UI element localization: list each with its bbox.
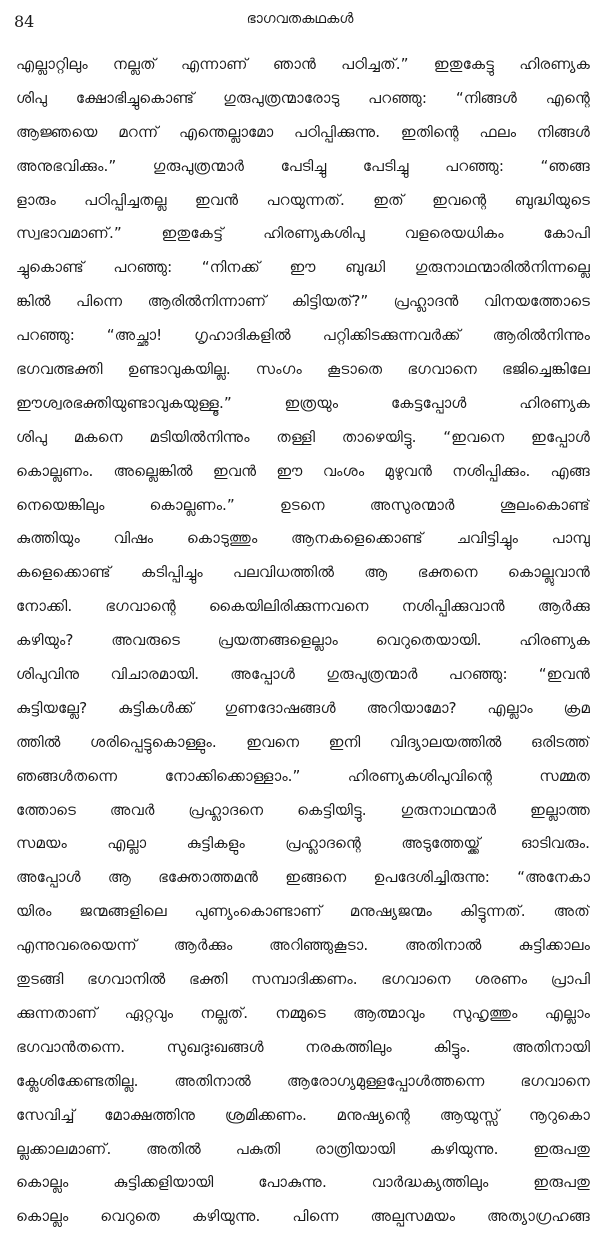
text-line: ആജ്ഞയെ മറന്ന് എന്തെല്ലാമോ പഠിപ്പിക്കുന്നു. ഇതിന്റെ ഫലം നിങ്ങൾ — [16, 122, 590, 141]
text-line: നെയെങ്കിലും കൊല്ലണം.” ഉടനെ അസുരന്മാർ ശൂലംകൊണ്ട് — [16, 495, 590, 514]
text-line: നോക്കി. ഭഗവാന്റെ കൈയിലിരിക്കുന്നവനെ നശിപ്പിക്കുവാൻ ആർക്കു — [16, 597, 590, 616]
running-title: ഭാഗവതകഥകൾ — [246, 11, 354, 27]
text-line: ളാരും പഠിപ്പിച്ചതല്ല ഇവൻ പറയുന്നത്. ഇത് ഇവന്റെ ബുദ്ധിയുടെ — [16, 190, 590, 209]
text-line: ഭഗവത്ഭക്തി ഉണ്ടാവുകയില്ല. സംഗം കൂടാതെ ഭഗവാനെ ഭജിച്ചെങ്കിലേ — [16, 360, 590, 379]
body-text — [16, 48, 590, 1234]
text-line: കുട്ടിയല്ലേ? കുട്ടികൾക്ക് ഗുണദോഷങ്ങൾ അറിയാമോ? എല്ലാം ക്രമ — [16, 698, 590, 717]
text-line: സേവിച്ച് മോക്ഷത്തിനു ശ്രമിക്കണം. മനുഷ്യന്റെ ആയുസ്സ് നൂറുകൊ — [16, 1105, 590, 1124]
text-line: കഴിയും? അവരുടെ പ്രയത്നങ്ങളെല്ലാം വെറുതെയായി. ഹിരണ്യക — [16, 631, 590, 650]
page-header — [14, 6, 586, 36]
text-line: പറഞ്ഞു: “അച്ഛാ! ഗൃഹാദികളിൽ പറ്റിക്കിടക്കുന്നവർക്ക് ആരിൽനിന്നും — [16, 326, 590, 345]
text-line: ശിപു ക്ഷോഭിച്ചുകൊണ്ട് ഗുരുപുത്രന്മാരോടു പറഞ്ഞു: “നിങ്ങൾ എന്റെ — [16, 88, 590, 107]
text-line: ശിപുവിനു വിചാരമായി. അപ്പോൾ ഗുരുപുത്രന്മാർ പറഞ്ഞു: “ഇവൻ — [16, 665, 590, 684]
text-line: യിരം ജന്മങ്ങളിലെ പുണ്യംകൊണ്ടാണ് മനുഷ്യജന്മം കിട്ടുന്നത്. അത് — [16, 902, 590, 921]
text-line: കൊല്ലണം. അല്ലെങ്കിൽ ഇവൻ ഈ വംശം മുഴുവൻ നശിപ്പിക്കും. എങ്ങ — [16, 461, 590, 480]
text-line: സമയം എല്ലാ കുട്ടികളും പ്രഹ്ലാദന്റെ അടുത്തേയ്ക്ക് ഓടിവരും. — [16, 834, 590, 853]
text-line: ക്ലേശിക്കേണ്ടതില്ല. അതിനാൽ ആരോഗ്യമുള്ളപ്പോൾത്തന്നെ ഭഗവാനെ — [16, 1071, 590, 1090]
text-line: ച്ചുകൊണ്ട് പറഞ്ഞു: “നിനക്ക് ഈ ബുദ്ധി ഗുരുനാഥന്മാരിൽനിന്നല്ലെ — [16, 258, 590, 277]
text-line: തുടങ്ങി ഭഗവാനിൽ ഭക്തി സമ്പാദിക്കണം. ഭഗവാനെ ശരണം പ്രാപി — [16, 970, 590, 989]
text-line: ത്തോടെ അവർ പ്രഹ്ലാദനെ കെട്ടിയിട്ടു. ഗുരുനാഥന്മാർ ഇല്ലാത്ത — [16, 800, 590, 819]
text-line: എല്ലാറ്റിലും നല്ലത് എന്നാണ് ഞാൻ പഠിച്ചത്.” ഇതുകേട്ടു ഹിരണ്യക — [16, 55, 590, 73]
text-line: കളെക്കൊണ്ട് കടിപ്പിച്ചും പലവിധത്തിൽ ആ ഭക്തനെ കൊല്ലുവാൻ — [16, 563, 590, 582]
text-line: ങ്കിൽ പിന്നെ ആരിൽനിന്നാണ് കിട്ടിയത്?” പ്രഹ്ലാദൻ വിനയത്തോടെ — [16, 292, 590, 311]
text-line: ശിപു മകനെ മടിയിൽനിന്നും തള്ളി താഴെയിട്ടു. “ഇവനെ ഇപ്പോൾ — [16, 427, 590, 446]
text-line: കുത്തിയും വിഷം കൊടുത്തും ആനകളെക്കൊണ്ട് ചവിട്ടിച്ചും പാമ്പു — [16, 529, 590, 548]
text-line: കൊല്ലം വെറുതെ കഴിയുന്നു. പിന്നെ അല്പസമയം അത്യാഗ്രഹങ്ങ — [16, 1207, 590, 1226]
text-line: ല്ലക്കാലമാണ്. അതിൽ പകുതി രാത്രിയായി കഴിയുന്നു. ഇരുപതു — [16, 1139, 590, 1158]
text-line: എന്നുവരെയെന്ന് ആർക്കും അറിഞ്ഞുകൂടാ. അതിനാൽ കുട്ടിക്കാലം — [16, 936, 590, 955]
text-line: ഭഗവാൻതന്നെ. സുഖദുഃഖങ്ങൾ നരകത്തിലും കിട്ടും. അതിനായി — [16, 1037, 590, 1056]
text-line: ഞങ്ങൾതന്നെ നോക്കിക്കൊള്ളാം.” ഹിരണ്യകശിപുവിന്റെ സമ്മത — [16, 766, 590, 785]
text-line: സ്വഭാവമാണ്.” ഇതുകേട്ട് ഹിരണ്യകശിപു വളരെയധികം കോപി — [16, 224, 590, 243]
text-line: ത്തിൽ ശരിപ്പെട്ടുകൊള്ളും. ഇവനെ ഇനി വിദ്യാലയത്തിൽ ഒരിടത്ത് — [16, 732, 590, 751]
page-number: 84 — [14, 12, 35, 31]
text-line: കൊല്ലം കുട്ടിക്കളിയായി പോകുന്നു. വാർദ്ധക്യത്തിലും ഇരുപതു — [16, 1173, 590, 1192]
text-line: അപ്പോൾ ആ ഭക്തോത്തമൻ ഇങ്ങനെ ഉപദേശിച്ചിരുന്നു: “അനേകാ — [16, 868, 590, 887]
text-line: ഈശ്വരഭക്തിയുണ്ടാവുകയുള്ളൂ.” ഇത്രയും കേട്ടപ്പോൾ ഹിരണ്യക — [16, 393, 590, 412]
text-line: ക്കുന്നതാണ് ഏറ്റവും നല്ലത്. നമ്മുടെ ആത്മാവും സുഹൃത്തും എല്ലാം — [16, 1003, 590, 1022]
text-line: അനുഭവിക്കും.” ഗുരുപുത്രന്മാർ പേടിച്ചു പേടിച്ചു പറഞ്ഞു: “ഞങ്ങ — [16, 156, 590, 175]
